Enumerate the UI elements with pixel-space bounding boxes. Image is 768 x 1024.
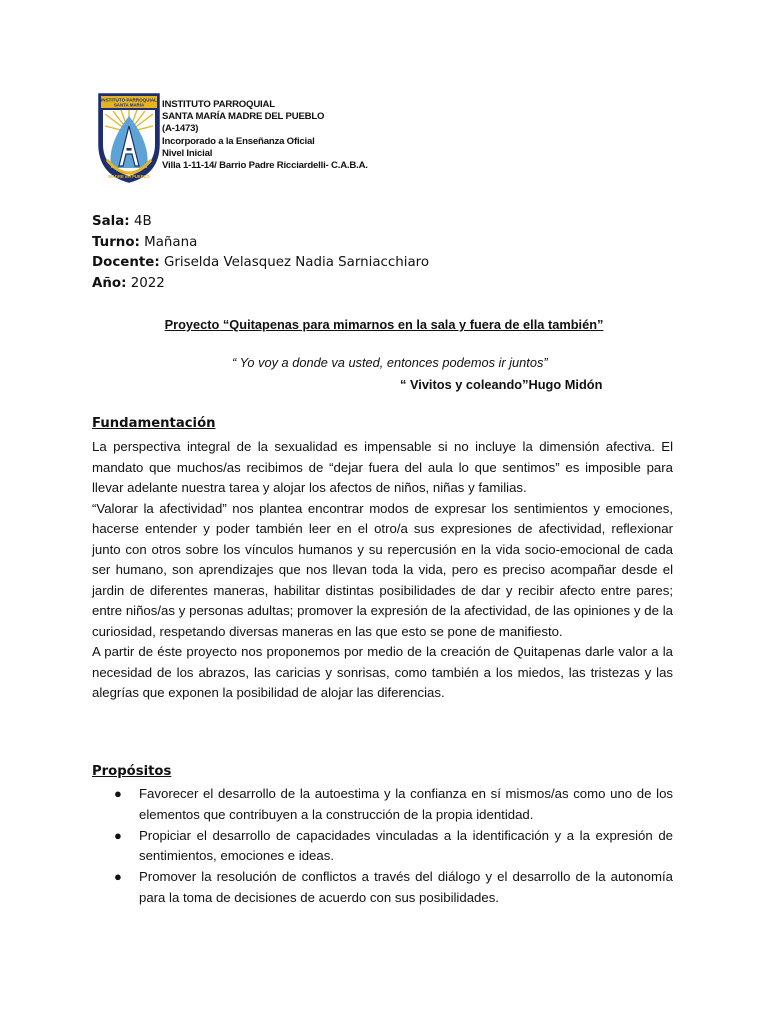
institute-name: INSTITUTO PARROQUIAL [162, 99, 275, 110]
institute-level: Nivel Inicial [162, 147, 213, 159]
institute-crest-logo [97, 92, 161, 184]
bullet-icon: ● [114, 827, 122, 843]
docente-value: Griselda Velasquez Nadia Sarniacchiaro [163, 255, 430, 271]
crest-text-top: INSTITUTO PARROQUIAL [101, 97, 157, 103]
class-info [92, 212, 429, 294]
institute-code: (A-1473) [162, 123, 199, 135]
turno-line [92, 233, 429, 254]
sala-label: Sala: [92, 214, 130, 229]
anio-label: Año: [92, 275, 127, 291]
crest-text-sub: SANTA MARÍA [113, 102, 145, 108]
docente-line [92, 253, 429, 274]
fundamentacion-heading: Fundamentación [92, 416, 216, 431]
list-item [92, 826, 673, 867]
list-item [92, 784, 673, 825]
bullet-icon: ● [114, 786, 122, 801]
institute-address: Villa 1-11-14/ Barrio Padre Ricciardelli- C.A.B.A. [162, 160, 368, 172]
anio-value: 2022 [130, 275, 165, 291]
propositos-heading: Propósitos [92, 764, 172, 779]
crest-text-bottom: MADRE del PUEBLO [108, 174, 150, 179]
institute-header-text [162, 99, 368, 172]
proposito-text: Favorecer el desarrollo de la autoestima y la confianza en sí mismos/as como uno de los elementos que contribuyen a la construcción de la propia identidad. [139, 786, 673, 822]
turno-value: Mañana [144, 234, 198, 250]
docente-label: Docente: [92, 255, 160, 271]
fundamentacion-paragraph-3: A partir de éste proyecto nos proponemos por medio de la creación de Quitapenas darle valor a la necesidad de los abrazos, las caricias y sonrisas, como también a los miedos, las tristezas y las alegrías que exponen la posibilidad de alojar las diferencias. [92, 644, 673, 700]
bullet-icon: ● [114, 869, 122, 885]
project-title: Proyecto “Quitapenas para mimarnos en la sala y fuera de ella también” [164, 317, 604, 332]
anio-line [92, 274, 429, 295]
sala-value: 4B [133, 214, 152, 229]
fundamentacion-paragraph-2: “Valorar la afectividad” nos plantea encontrar modos de expresar los sentimientos y emociones, hacerse entender y poder también leer en el otro/a sus expresiones de afectividad, reflexionar junto con otros sobre los vínculos humanos y su repercusión en la vida socio-emocional de cada ser humano, son aprendizajes que nos llevan toda la vida, pero es preciso acompañar desde el jardin de diferentes maneras, habilitar distintas posibilidades de dar y recibir afecto entre pares; entre niños/as y personas adultas; promover la expresión de la afectividad, de las opiniones y de la curiosidad, respetando diversas maneras en las que esto se pone de manifiesto. [92, 500, 673, 639]
proposito-text: Propiciar el desarrollo de capacidades vinculadas a la identificación y a la expresión de sentimientos, emociones e ideas. [139, 827, 673, 864]
epigraph-quote: “ Yo voy a donde va usted, entonces podemos ir juntos” [232, 355, 548, 370]
propositos-list [92, 784, 673, 909]
proposito-text: Promover la resolución de conflictos a través del diálogo y el desarrollo de la autonomía para la toma de decisiones de acuerdo con sus posibilidades. [139, 869, 673, 905]
fundamentacion-paragraph-1: La perspectiva integral de la sexualidad es impensable si no incluye la dimensión afectiva. El mandato que muchos/as recibimos de “dejar fuera del aula lo que sentimos” es imposible para llevar adelante nuestra tarea y alojar los afectos de niños, niñas y familias. [92, 439, 673, 495]
sala-line [92, 212, 429, 233]
turno-label: Turno: [92, 234, 140, 250]
fundamentacion-body [92, 437, 673, 704]
institute-subname: SANTA MARÍA MADRE DEL PUEBLO [162, 111, 325, 123]
epigraph-source: “ Vivitos y coleando”Hugo Midón [400, 377, 603, 392]
list-item [92, 867, 673, 908]
institute-incorporation: Incorporado a la Enseñanza Oficial [162, 135, 315, 147]
